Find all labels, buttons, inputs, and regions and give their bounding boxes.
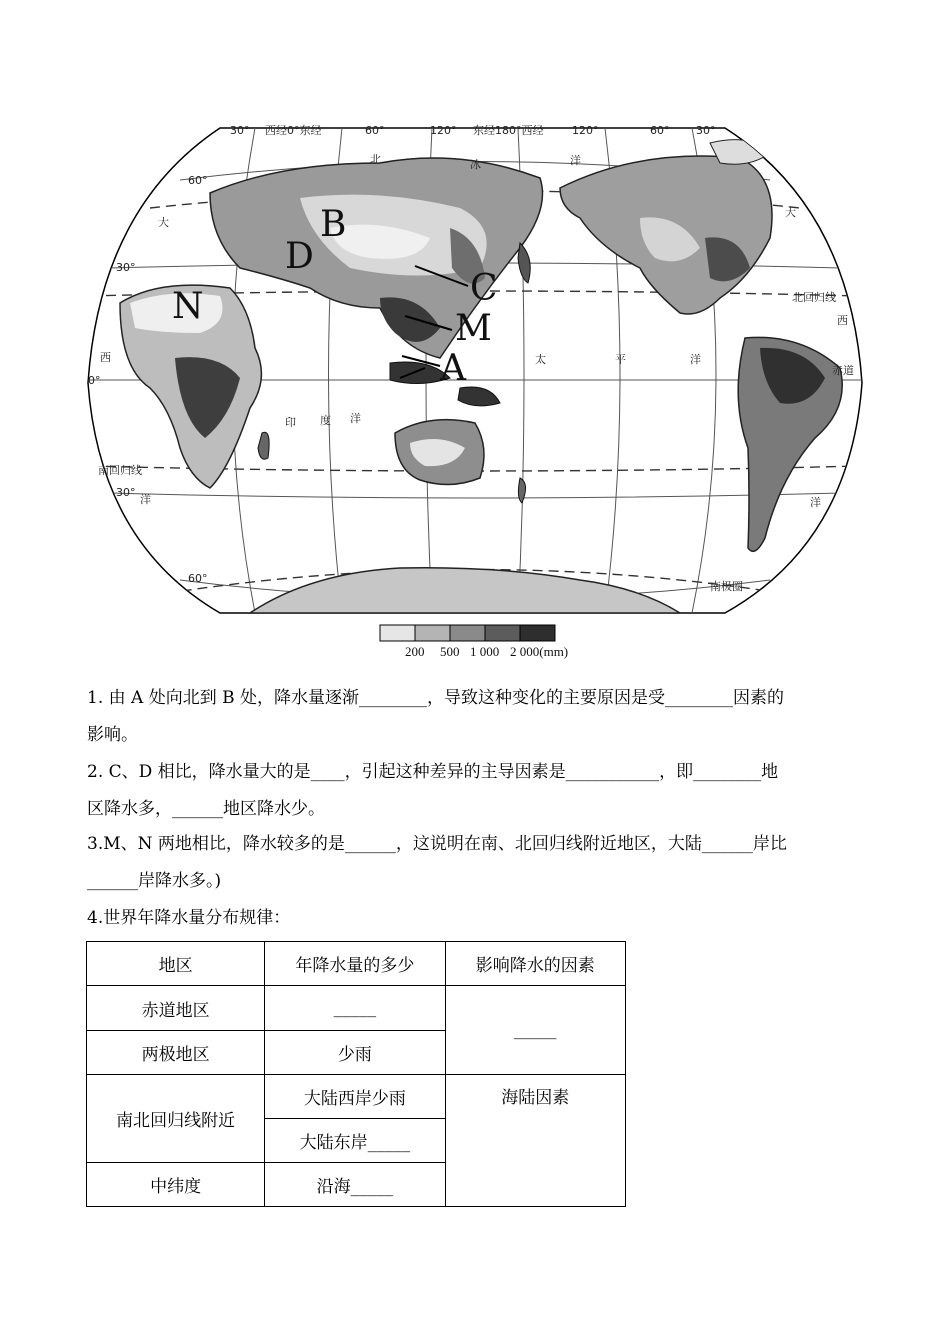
question-2-line-1: 2. C、D 相比，降水量大的是____，引起这种差异的主导因素是___________，即________地 xyxy=(87,762,779,782)
ocean-label: 大 xyxy=(158,216,169,229)
ocean-label: 西 xyxy=(100,351,111,364)
table-cell-region: 赤道地区 xyxy=(87,986,265,1031)
tropic-cancer-label: 北回归线 xyxy=(792,291,836,304)
table-cell-region: 中纬度 xyxy=(87,1163,265,1207)
marker-N: N xyxy=(172,286,204,327)
world-precipitation-map xyxy=(80,118,870,663)
ocean-label: 印 xyxy=(285,416,296,429)
lon-label: 西经0°东经 xyxy=(265,124,322,137)
table-header: 地区 xyxy=(87,942,265,986)
lon-label: 30° xyxy=(696,124,716,137)
table-cell-factor: 海陆因素 xyxy=(445,1075,625,1207)
ocean-label: 大 xyxy=(785,206,796,219)
ocean-label: 洋 xyxy=(350,412,361,425)
lat-label: 60° xyxy=(188,174,208,187)
antarctic-circle-label: 南极圈 xyxy=(710,580,743,593)
lat-label: 30° xyxy=(116,261,136,274)
legend-value: 200 xyxy=(405,644,425,659)
ocean-label: 洋 xyxy=(690,353,701,366)
question-1-line-2: 影响。 xyxy=(87,725,138,745)
marker-D: D xyxy=(285,236,314,277)
question-1-line-1: 1. 由 A 处向北到 B 处，降水量逐渐________，导致这种变化的主要原因是受________因素的 xyxy=(87,688,785,708)
marker-M: M xyxy=(455,308,492,349)
legend-swatch xyxy=(485,625,520,641)
question-3-line-1: 3.M、N 两地相比，降水较多的是______，这说明在南、北回归线附近地区，大陆______岸比 xyxy=(87,834,787,854)
tropic-capricorn-label: 南回归线 xyxy=(98,464,142,477)
table-cell-amount: 大陆西岸少雨 xyxy=(265,1075,445,1119)
marker-A: A xyxy=(440,348,466,389)
lat-label: 30° xyxy=(116,486,136,499)
precipitation-table xyxy=(86,941,626,1207)
lon-label: 120° xyxy=(430,124,457,137)
legend-value: 1 000 xyxy=(470,644,500,659)
lon-label: 60° xyxy=(650,124,670,137)
legend-swatch xyxy=(520,625,555,641)
ocean-label: 度 xyxy=(320,414,331,427)
table-cell-amount: 大陆东岸_____ xyxy=(265,1119,445,1163)
lat-label: 60° xyxy=(188,572,208,585)
question-3-line-2: ______岸降水多。) xyxy=(87,871,222,891)
ocean-label: 太 xyxy=(535,353,546,366)
table-cell-region: 南北回归线附近 xyxy=(87,1075,265,1163)
lon-label: 60° xyxy=(365,124,385,137)
lat-label: 0° xyxy=(88,374,101,387)
marker-B: B xyxy=(320,204,347,245)
ocean-label: 平 xyxy=(615,353,626,366)
question-2 xyxy=(87,754,867,828)
ocean-label: 西 xyxy=(837,314,848,327)
equator-label: 赤道 xyxy=(832,364,854,377)
lon-label: 东经180°西经 xyxy=(473,124,544,137)
precipitation-legend xyxy=(380,625,568,659)
table-header: 年降水量的多少 xyxy=(265,942,445,986)
ocean-label: 北 xyxy=(370,153,381,166)
legend-swatch xyxy=(415,625,450,641)
lon-label: 120° xyxy=(572,124,599,137)
table-cell-amount: 少雨 xyxy=(265,1031,445,1075)
question-3 xyxy=(87,826,867,900)
table-cell-amount: 沿海_____ xyxy=(265,1163,445,1207)
table-header: 影响降水的因素 xyxy=(445,942,625,986)
ocean-label: 冰 xyxy=(470,158,481,171)
question-2-line-2: 区降水多，______地区降水少。 xyxy=(87,799,325,819)
ocean-label: 洋 xyxy=(570,154,581,167)
legend-value: 2 000(mm) xyxy=(510,644,569,659)
legend-swatch xyxy=(450,625,485,641)
table-cell-factor: _____ xyxy=(445,986,625,1075)
table-cell-region: 两极地区 xyxy=(87,1031,265,1075)
legend-swatch xyxy=(380,625,415,641)
question-1 xyxy=(87,680,867,754)
ocean-label: 洋 xyxy=(810,496,821,509)
question-4: 4.世界年降水量分布规律： xyxy=(87,908,291,928)
marker-C: C xyxy=(470,268,498,309)
legend-value: 500 xyxy=(440,644,460,659)
table-cell-amount: _____ xyxy=(265,986,445,1031)
lon-label: 30° xyxy=(230,124,250,137)
ocean-label: 洋 xyxy=(140,493,151,506)
